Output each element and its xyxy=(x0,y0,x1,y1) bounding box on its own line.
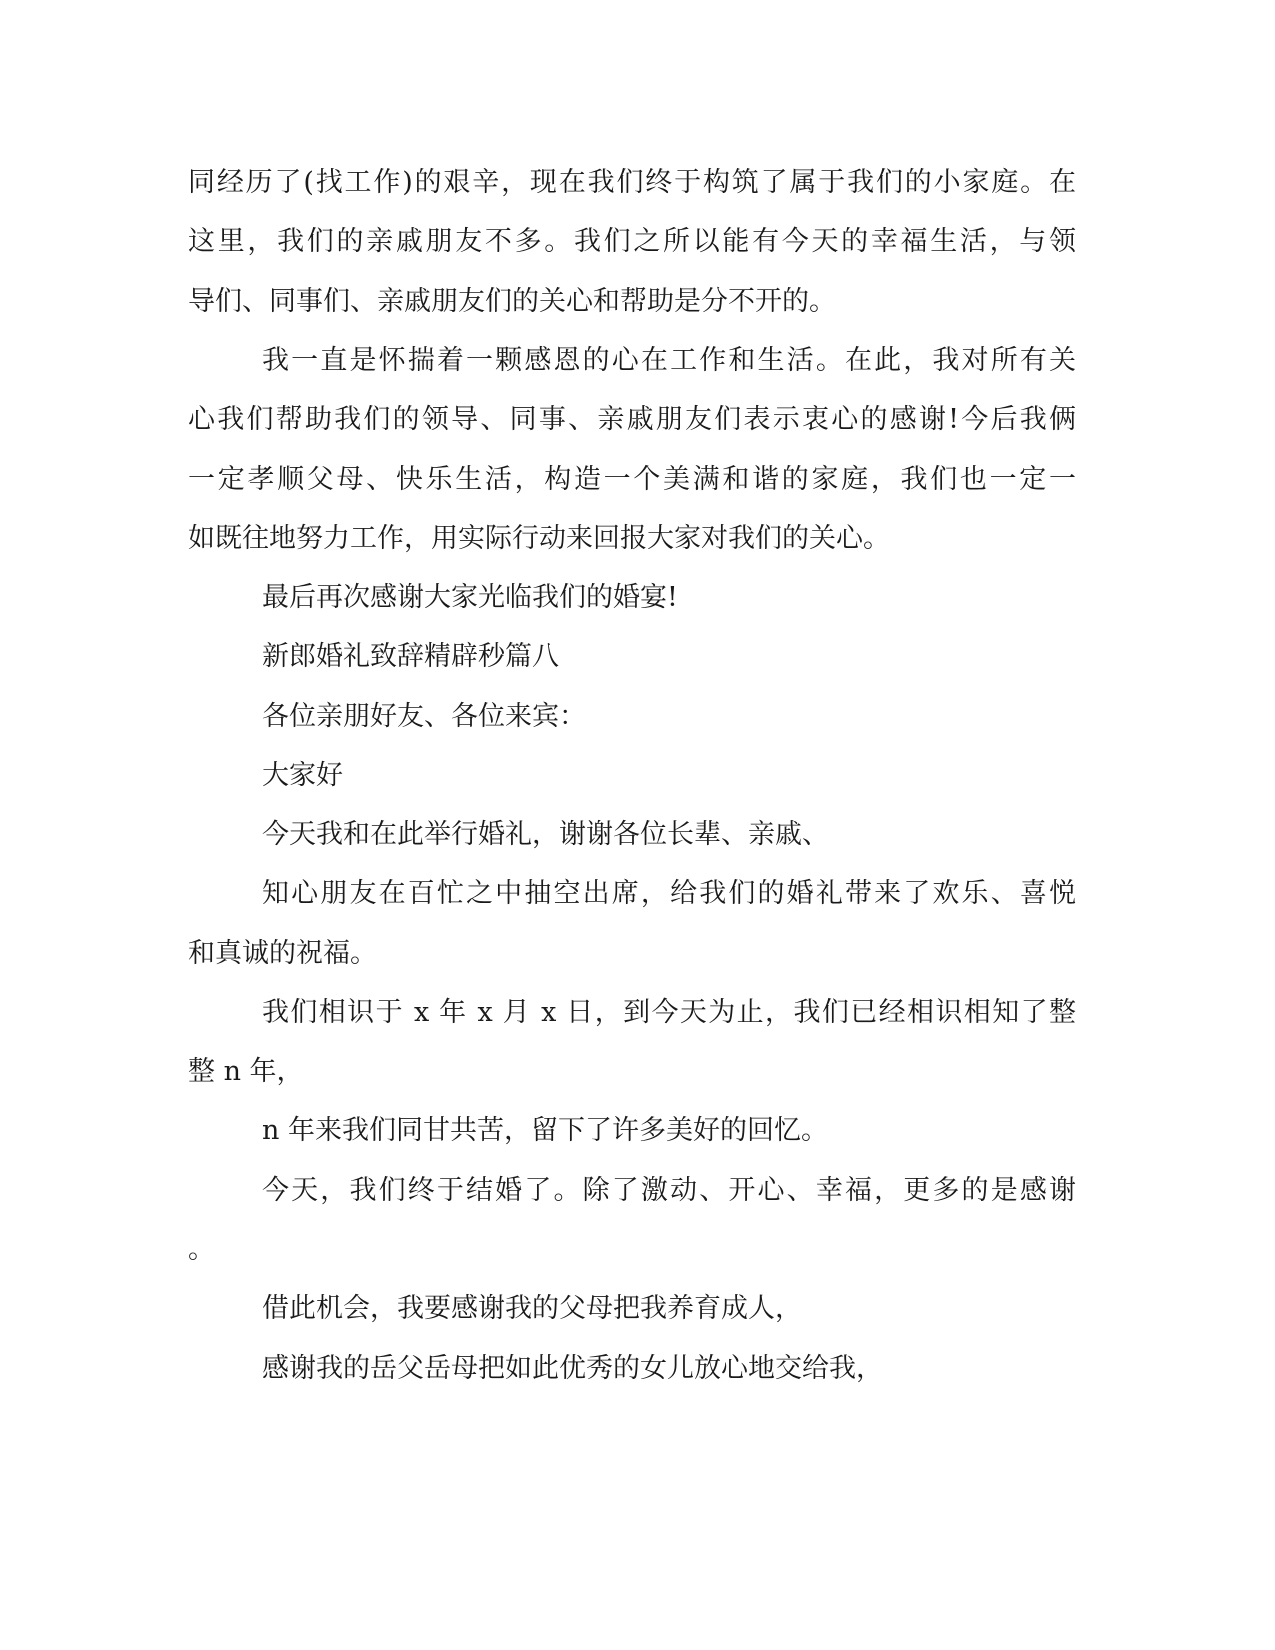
section-heading: 新郎婚礼致辞精辟秒篇八 xyxy=(262,641,559,672)
text-line: 感谢我的岳父岳母把如此优秀的女儿放心地交给我， xyxy=(262,1353,883,1384)
text-line: 这里，我们的亲戚朋友不多。我们之所以能有今天的幸福生活，与领 xyxy=(188,226,1076,257)
text-line: 借此机会，我要感谢我的父母把我养育成人， xyxy=(262,1293,802,1324)
text-line: 整 n 年， xyxy=(188,1056,304,1087)
text-line: 。 xyxy=(188,1234,215,1265)
text-line: 和真诚的祝福。 xyxy=(188,938,377,969)
salutation: 各位亲朋好友、各位来宾： xyxy=(262,701,586,732)
text-line: 我一直是怀揣着一颗感恩的心在工作和生活。在此，我对所有关 xyxy=(262,345,1076,376)
greeting: 大家好 xyxy=(262,760,343,791)
text-line: 今天我和在此举行婚礼，谢谢各位长辈、亲戚、 xyxy=(262,819,829,850)
text-line: 心我们帮助我们的领导、同事、亲戚朋友们表示衷心的感谢!今后我俩 xyxy=(188,404,1076,435)
text-line: 知心朋友在百忙之中抽空出席，给我们的婚礼带来了欢乐、喜悦 xyxy=(262,878,1076,909)
text-line: 导们、同事们、亲戚朋友们的关心和帮助是分不开的。 xyxy=(188,286,836,317)
text-line: 我们相识于 x 年 x 月 x 日，到今天为止，我们已经相识相知了整 xyxy=(262,997,1076,1028)
text-line: 一定孝顺父母、快乐生活，构造一个美满和谐的家庭，我们也一定一 xyxy=(188,464,1076,495)
text-line: 最后再次感谢大家光临我们的婚宴! xyxy=(262,582,678,613)
text-line: n 年来我们同甘共苦，留下了许多美好的回忆。 xyxy=(262,1115,828,1146)
text-line: 今天，我们终于结婚了。除了激动、开心、幸福，更多的是感谢 xyxy=(262,1175,1076,1206)
text-line: 同经历了(找工作)的艰辛，现在我们终于构筑了属于我们的小家庭。在 xyxy=(188,167,1076,198)
text-line: 如既往地努力工作，用实际行动来回报大家对我们的关心。 xyxy=(188,523,890,554)
